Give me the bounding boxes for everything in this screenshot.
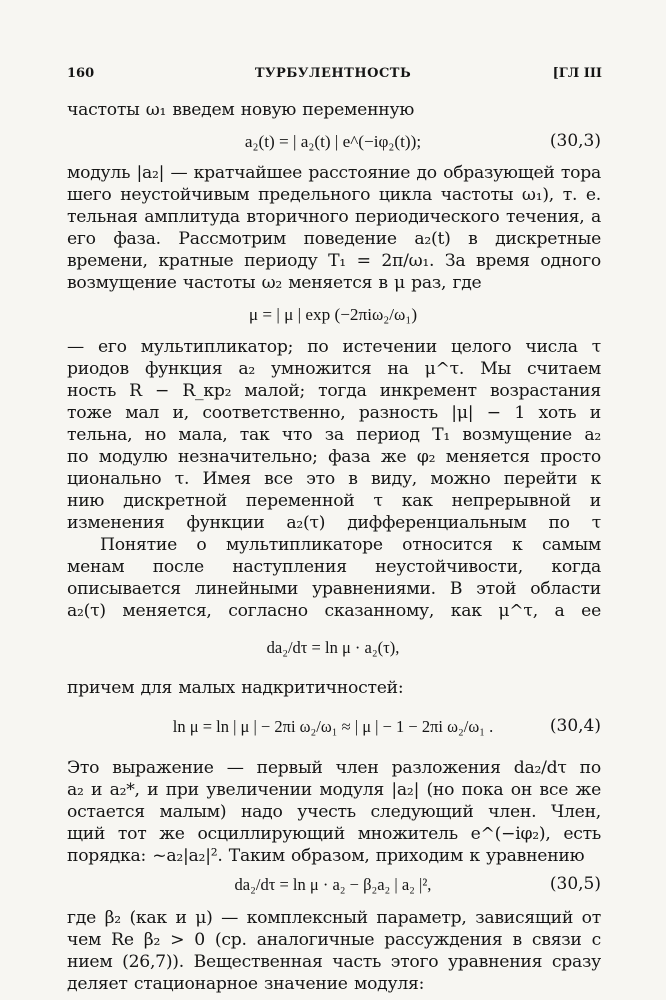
equation-30-5: da₂/dτ = ln μ · a₂ − β₂a₂ | a₂ |², xyxy=(234,875,432,894)
equation-30-4: ln μ = ln | μ | − 2πi ω₂/ω₁ ≈ | μ | − 1 − 2πi ω₂/ω₁ . xyxy=(172,717,494,736)
text-line: риодов функция a₂ умножится на μ^τ. Мы считаем xyxy=(67,359,601,379)
text-line: a₂ и a₂*, и при увеличении модуля |a₂| (но пока он все же xyxy=(67,780,601,800)
text-line: Понятие о мультипликаторе относится к самым xyxy=(100,535,601,555)
equation-multiplier: μ = | μ | exp (−2πiω₂/ω₁) xyxy=(248,305,418,324)
chapter-label: [ГЛ III xyxy=(552,66,602,81)
text-line: Это выражение — первый член разложения da₂/dτ по xyxy=(67,758,601,778)
text-line: порядка: ~a₂|a₂|². Таким образом, приходим к уравнению xyxy=(67,846,585,866)
equation-derivative: da₂/dτ = ln μ · a₂(τ), xyxy=(266,638,400,657)
text-line: где β₂ (как и μ) — комплексный параметр, зависящий от xyxy=(67,908,601,928)
text-line: причем для малых надкритичностей: xyxy=(67,678,404,698)
text-line: тельная амплитуда вторичного периодического течения, а xyxy=(67,207,601,227)
text-line: описывается линейными уравнениями. В этой области xyxy=(67,579,601,599)
text-line: тоже мал и, соответственно, разность |μ| − 1 хоть и xyxy=(67,403,601,423)
text-line: его фаза. Рассмотрим поведение a₂(t) в дискретные xyxy=(67,229,601,249)
text-line: деляет стационарное значение модуля: xyxy=(67,974,425,994)
text-line: ционально τ. Имея все это в виду, можно перейти к xyxy=(67,469,601,489)
equation-number: (30,3) xyxy=(549,131,601,151)
text-line: ность R − R_кр₂ малой; тогда инкремент возрастания xyxy=(67,381,601,401)
text-line: шего неустойчивым предельного цикла частоты ω₁), т. е. xyxy=(67,185,601,205)
text-line: возмущение частоты ω₂ меняется в μ раз, где xyxy=(67,273,482,293)
text-line: тельна, но мала, так что за период T₁ возмущение a₂ xyxy=(67,425,601,445)
text-line: нию дискретной переменной τ как непрерывной и xyxy=(67,491,601,511)
text-line: — его мультипликатор; по истечении целого числа τ xyxy=(67,337,601,357)
equation-30-3: a₂(t) = | a₂(t) | e^(−iφ₂(t)); xyxy=(244,132,422,151)
text-line: изменения функции a₂(τ) дифференциальным по τ xyxy=(67,513,601,533)
text-line: частоты ω₁ введем новую переменную xyxy=(67,100,415,120)
text-line: a₂(τ) меняется, согласно сказанному, как μ^τ, а ее xyxy=(67,601,601,621)
text-line: менам после наступления неустойчивости, когда xyxy=(67,557,601,577)
text-line: остается малым) надо учесть следующий член. Член, xyxy=(67,802,601,822)
page-number: 160 xyxy=(67,66,95,81)
text-line: щий тот же осциллирующий множитель e^(−iφ₂), есть xyxy=(67,824,601,844)
text-line: чем Re β₂ > 0 (ср. аналогичные рассуждения в связи с xyxy=(67,930,601,950)
text-line: по модулю незначительно; фаза же φ₂ меняется просто xyxy=(67,447,601,467)
text-line: времени, кратные периоду T₁ = 2π/ω₁. За время одного xyxy=(67,251,601,271)
text-line: модуль |a₂| — кратчайшее расстояние до образующей тора xyxy=(67,163,601,183)
running-title: ТУРБУЛЕНТНОСТЬ xyxy=(254,66,412,81)
text-line: нием (26,7)). Вещественная часть этого уравнения сразу xyxy=(67,952,601,972)
equation-number: (30,4) xyxy=(549,716,601,736)
equation-number: (30,5) xyxy=(549,874,601,894)
